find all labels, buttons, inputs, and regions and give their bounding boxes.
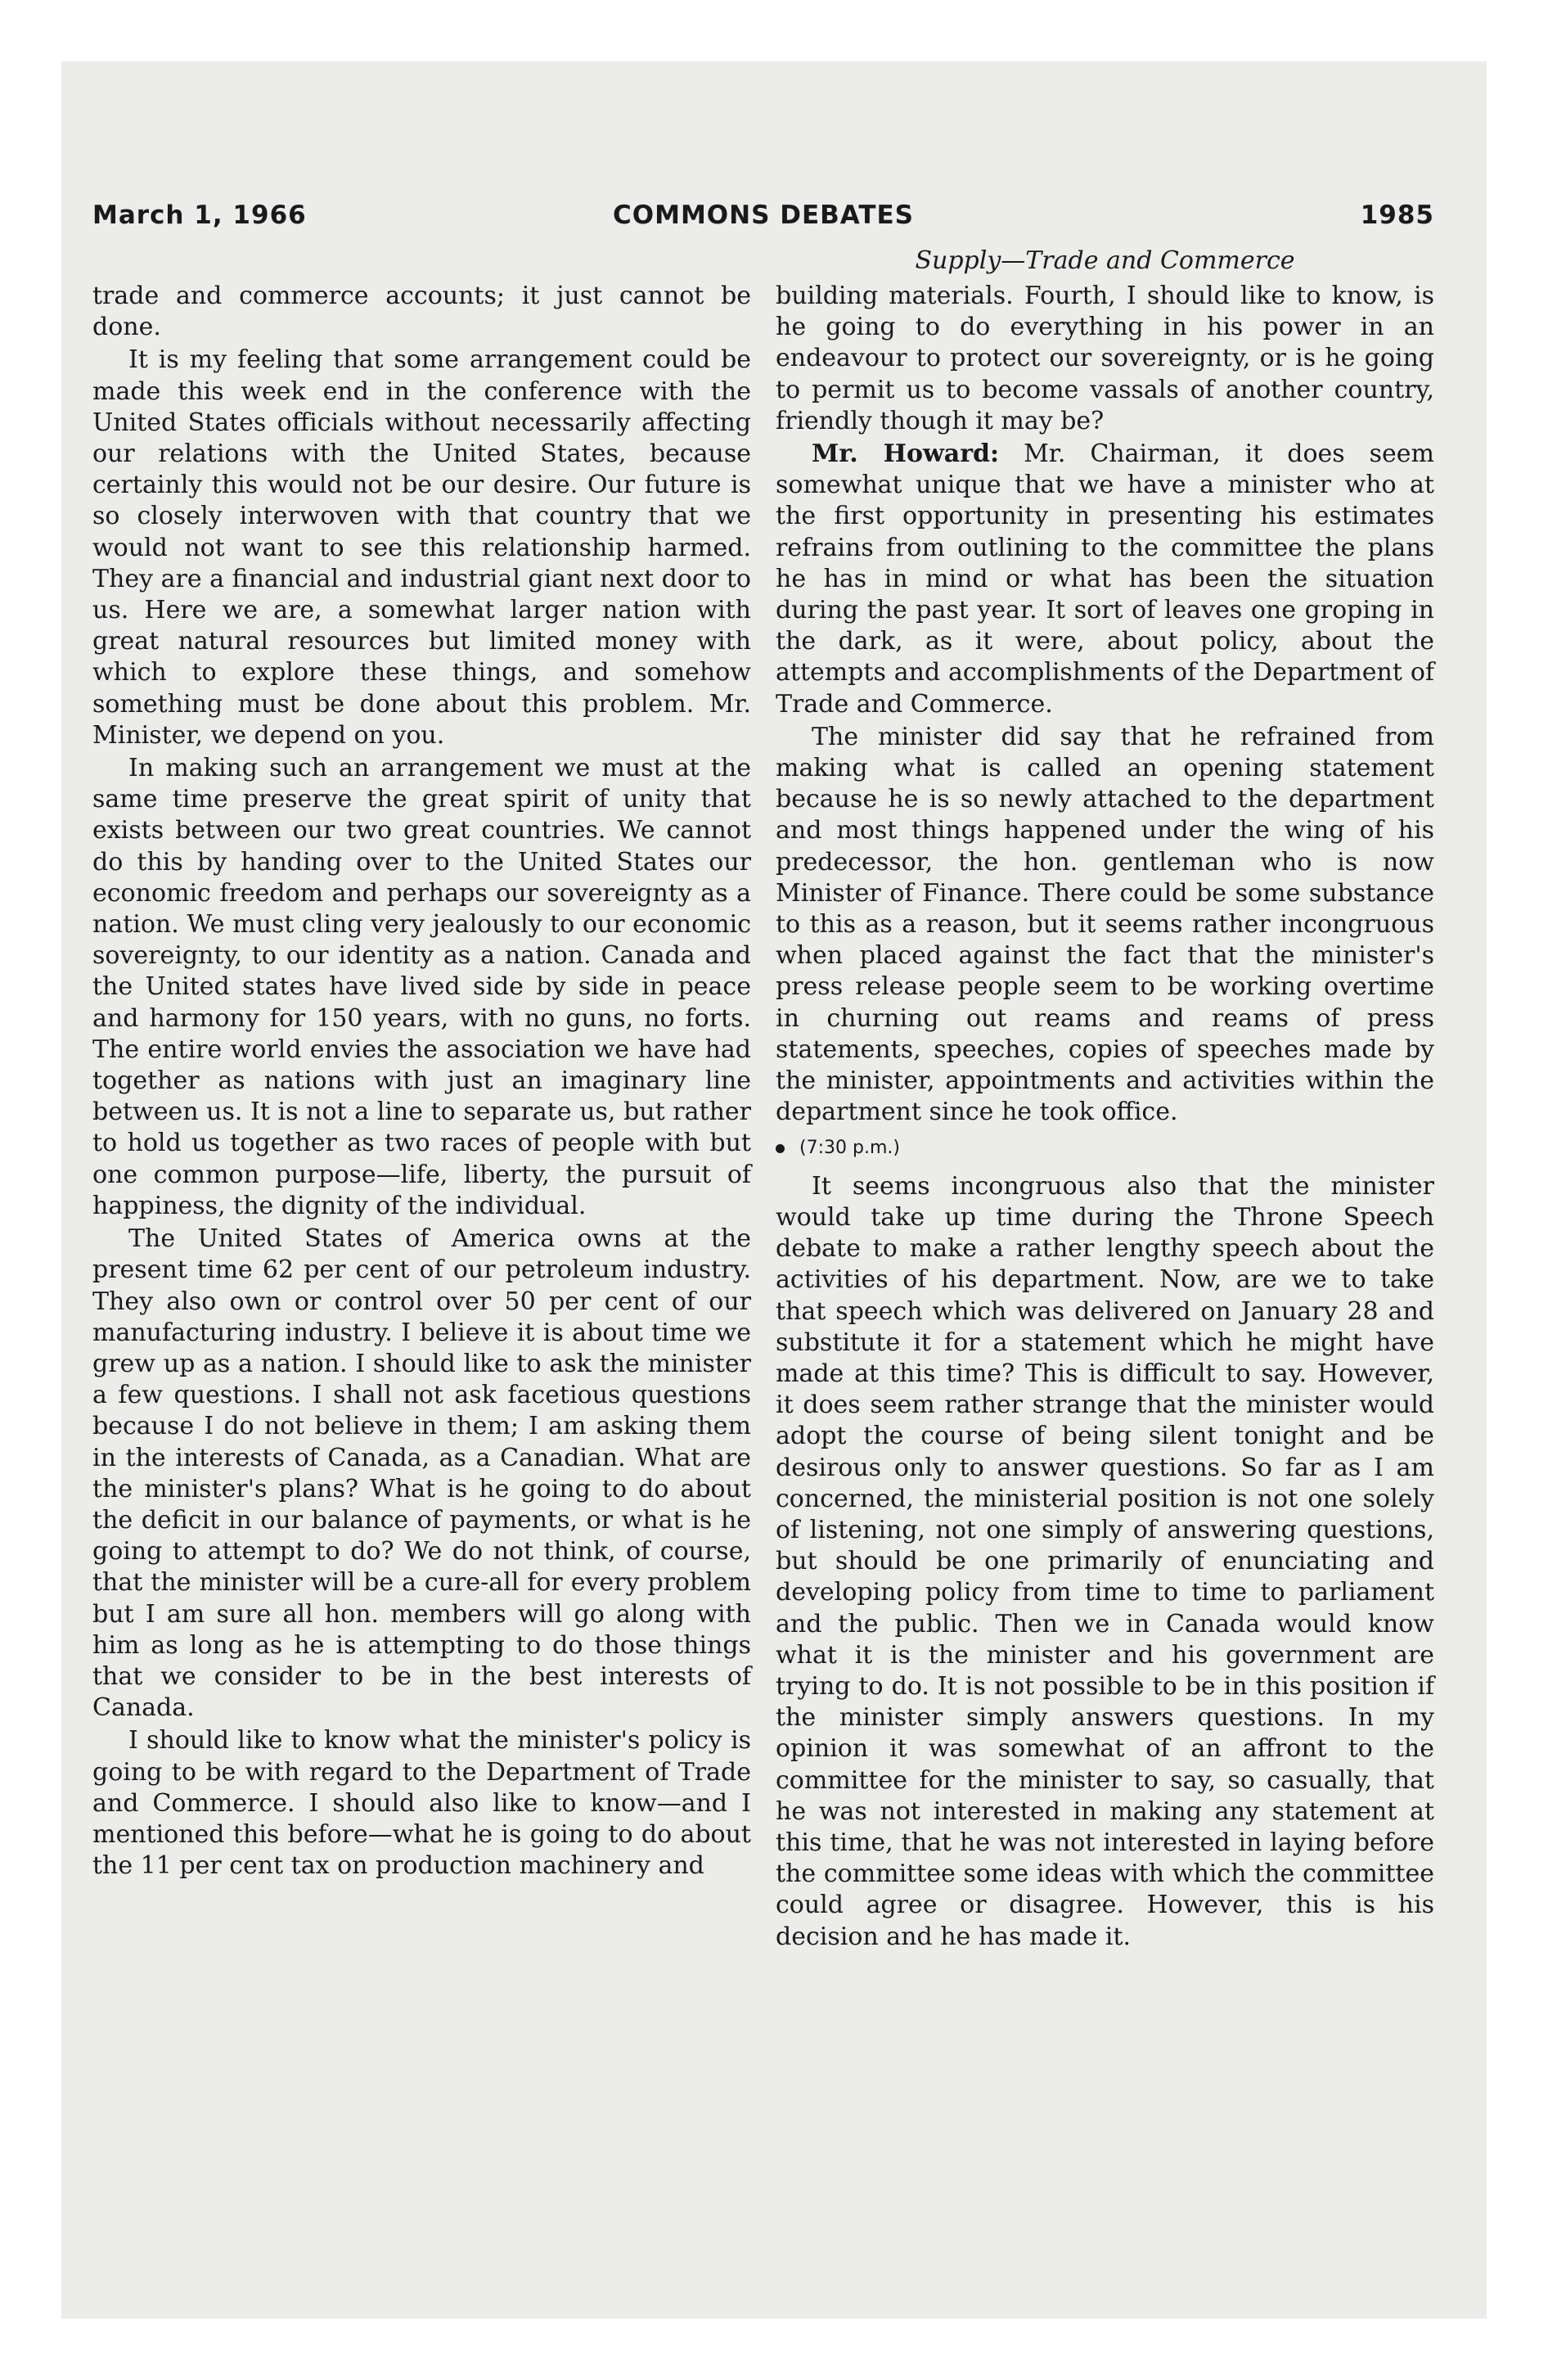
speaker-name: Mr. Howard: bbox=[812, 439, 1000, 469]
paragraph: It is my feeling that some arrangement could be made this week end in the conference with the United States officials without necessarily affecting our relations with the United States, because certainly this would not be our desire. Our future is so closely interwoven with that country that we would not want to see this relationship harmed. They are a financial and industrial giant next door to us. Here we are, a somewhat larger nation with great natural resources but limited money with which to explore these things, and somehow something must be done about this problem. Mr. Minister, we depend on you. bbox=[92, 345, 751, 750]
paragraph: building materials. Fourth, I should like to know, is he going to do everything in his power in an endeavour to protect our sovereignty, or is he going to permit us to become vassals of another country, friendly though it may be? bbox=[776, 282, 1434, 435]
speech-paragraph bbox=[776, 439, 1434, 720]
page-header bbox=[92, 201, 1434, 241]
timestamp: (7:30 p.m.) bbox=[799, 1138, 900, 1159]
paragraph: The United States of America owns at the present time 62 per cent of our petroleum industry. They also own or control over 50 per cent of our manufacturing industry. I believe it is about time we grew up as a nation. I should like to ask the minister a few questions. I shall not ask facetious questions because I do not believe in them; I am asking them in the interests of Canada, as a Canadian. What are the minister's plans? What is he going to do about the deficit in our balance of payments, or what is he going to attempt to do? We do not think, of course, that the minister will be a cure-all for every problem but I am sure all hon. members will go along with him as long as he is attempting to do those things that we consider to be in the best interests of Canada. bbox=[92, 1224, 751, 1723]
left-column bbox=[92, 281, 751, 1883]
bullet-icon bbox=[776, 1144, 785, 1153]
hansard-page bbox=[92, 201, 1434, 2165]
paragraph: It seems incongruous also that the minister would take up time during the Throne Speech debate to make a rather lengthy speech about the activities of his department. Now, are we to take that speech which was delivered on January 28 and substitute it for a statement which he might have made at this time? This is difficult to say. However, it does seem rather strange that the minister would adopt the course of being silent tonight and be desirous only to answer questions. So far as I am concerned, the ministerial position is not one solely of listening, not one simply of answering questions, but should be one primarily of enunciating and developing policy from time to time to parliament and the public. Then we in Canada would know what it is the minister and his government are trying to do. It is not possible to be in this position if the minister simply answers questions. In my opinion it was somewhat of an affront to the committee for the minister to say, so casually, that he was not interested in making any statement at this time, that he was not interested in laying before the committee some ideas with which the committee could agree or disagree. However, this is his decision and he has made it. bbox=[776, 1171, 1434, 1951]
section-subhead: Supply—Trade and Commerce bbox=[915, 246, 1295, 275]
paragraph: trade and commerce accounts; it just cannot be done. bbox=[92, 282, 751, 342]
speech-text: Mr. Chairman, it does seem somewhat unique that we have a minister who at the first opportunity in presenting his estimates refrains from outlining to the committee the plans he has in mind or what has been the situation during the past year. It sort of leaves one groping in the dark, as it were, about policy, about the attempts and accomplishments of the Department of Trade and Commerce. bbox=[776, 439, 1434, 719]
page-number: 1985 bbox=[1360, 201, 1434, 230]
paragraph: I should like to know what the minister's policy is going to be with regard to the Department of Trade and Commerce. I should also like to know—and I mentioned this before—what he is going to do about the 11 per cent tax on production machinery and bbox=[92, 1726, 751, 1881]
timestamp-line bbox=[776, 1133, 1434, 1164]
paragraph: In making such an arrangement we must at the same time preserve the great spirit of unity that exists between our two great countries. We cannot do this by handing over to the United States our economic freedom and perhaps our sovereignty as a nation. We must cling very jealously to our economic sovereignty, to our identity as a nation. Canada and the United states have lived side by side in peace and harmony for 150 years, with no guns, no forts. The entire world envies the association we have had together as nations with just an imaginary line between us. It is not a line to separate us, but rather to hold us together as two races of people with but one common purpose—life, liberty, the pursuit of happiness, the dignity of the individual. bbox=[92, 754, 751, 1220]
paragraph: The minister did say that he refrained from making what is called an opening statement because he is so newly attached to the department and most things happened under the wing of his predecessor, the hon. gentleman who is now Minister of Finance. There could be some substance to this as a reason, but it seems rather incongruous when placed against the fact that the minister's press release people seem to be working overtime in churning out reams and reams of press statements, speeches, copies of speeches made by the minister, appointments and activities within the department since he took office. bbox=[776, 722, 1434, 1127]
header-date: March 1, 1966 bbox=[92, 201, 307, 230]
right-column bbox=[776, 281, 1434, 1954]
header-title: COMMONS DEBATES bbox=[613, 201, 914, 230]
